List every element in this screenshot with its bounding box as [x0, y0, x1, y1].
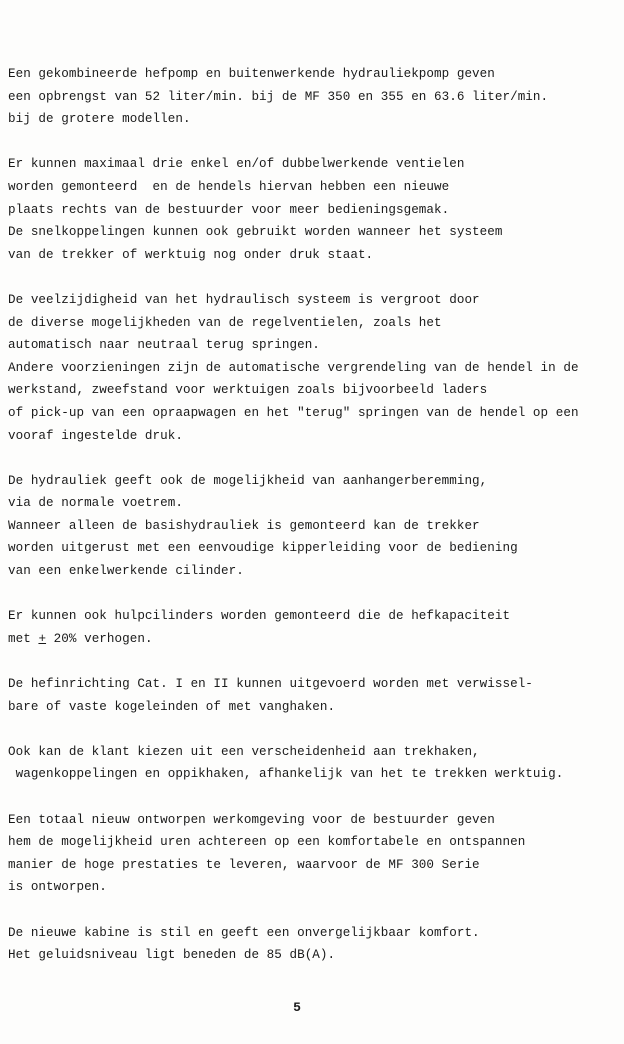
text-line: Een gekombineerde hefpomp en buitenwerkende hydrauliekpomp geven [8, 67, 495, 81]
body-text [8, 63, 608, 989]
text-line: Andere voorzieningen zijn de automatische vergrendeling van de hendel in de [8, 360, 579, 375]
text-line: bare of vaste kogeleinden of met vanghaken. [8, 699, 336, 714]
text-line: De nieuwe kabine is stil en geeft een onvergelijkbaar komfort. [8, 925, 480, 940]
text-line: bij de grotere modellen. [8, 112, 191, 127]
text-line: De hefinrichting Cat. I en II kunnen uitgevoerd worden met verwissel- [8, 677, 533, 692]
paragraph-hydraulic-pump [8, 63, 608, 131]
text-line: Wanneer alleen de basishydrauliek is gemonteerd kan de trekker [8, 518, 480, 533]
text-line: automatisch naar neutraal terug springen. [8, 338, 320, 353]
text-line: Ook kan de klant kiezen uit een verscheidenheid aan trekhaken, [8, 744, 480, 759]
text-line-plusminus [8, 628, 608, 651]
paragraph-hitch [8, 673, 608, 718]
text-line: De snelkoppelingen kunnen ook gebruikt worden wanneer het systeem [8, 225, 503, 240]
text-line: van de trekker of werktuig nog onder druk staat. [8, 247, 374, 262]
text-line: Een totaal nieuw ontworpen werkomgeving voor de bestuurder geven [8, 812, 495, 827]
text-line: Er kunnen maximaal drie enkel en/of dubbelwerkende ventielen [8, 157, 465, 172]
text-line: worden uitgerust met een eenvoudige kipperleiding voor de bediening [8, 541, 518, 556]
text-line: Het geluidsniveau ligt beneden de 85 dB(A). [8, 948, 336, 963]
text-line: via de normale voetrem. [8, 496, 183, 511]
paragraph-couplings [8, 741, 608, 786]
text-fragment: 20% verhogen. [46, 631, 153, 646]
text-line: werkstand, zweefstand voor werktuigen zoals bijvoorbeeld laders [8, 383, 488, 398]
paragraph-versatility [8, 289, 608, 447]
text-line: worden gemonteerd en de hendels hiervan hebben een nieuwe [8, 179, 450, 194]
text-line: van een enkelwerkende cilinder. [8, 564, 244, 579]
text-line: plaats rechts van de bestuurder voor meer bedieningsgemak. [8, 202, 450, 217]
paragraph-workplace [8, 809, 608, 899]
text-line: een opbrengst van 52 liter/min. bij de MF 350 en 355 en 63.6 liter/min. [8, 89, 549, 104]
plus-minus-symbol: + [38, 631, 47, 646]
text-line: de diverse mogelijkheden van de regelventielen, zoals het [8, 315, 442, 330]
text-fragment: met [8, 631, 39, 646]
text-line: wagenkoppelingen en oppikhaken, afhankelijk van het te trekken werktuig. [8, 767, 564, 782]
paragraph-cabin [8, 922, 608, 967]
text-line: manier de hoge prestaties te leveren, waarvoor de MF 300 Serie [8, 857, 480, 872]
text-line: De veelzijdigheid van het hydraulisch systeem is vergroot door [8, 292, 480, 307]
paragraph-valves [8, 153, 608, 266]
text-line: vooraf ingestelde druk. [8, 428, 183, 443]
paragraph-assist-cylinders [8, 605, 608, 650]
text-line: hem de mogelijkheid uren achtereen op een komfortabele en ontspannen [8, 835, 526, 850]
text-line: is ontworpen. [8, 880, 107, 895]
text-line: of pick-up van een opraapwagen en het "terug" springen van de hendel op een [8, 405, 579, 420]
paragraph-trailer-brake [8, 470, 608, 583]
text-line: De hydrauliek geeft ook de mogelijkheid van aanhangerberemming, [8, 473, 488, 488]
page-number: 5 [293, 1000, 301, 1015]
text-line: Er kunnen ook hulpcilinders worden gemonteerd die de hefkapaciteit [8, 609, 511, 624]
